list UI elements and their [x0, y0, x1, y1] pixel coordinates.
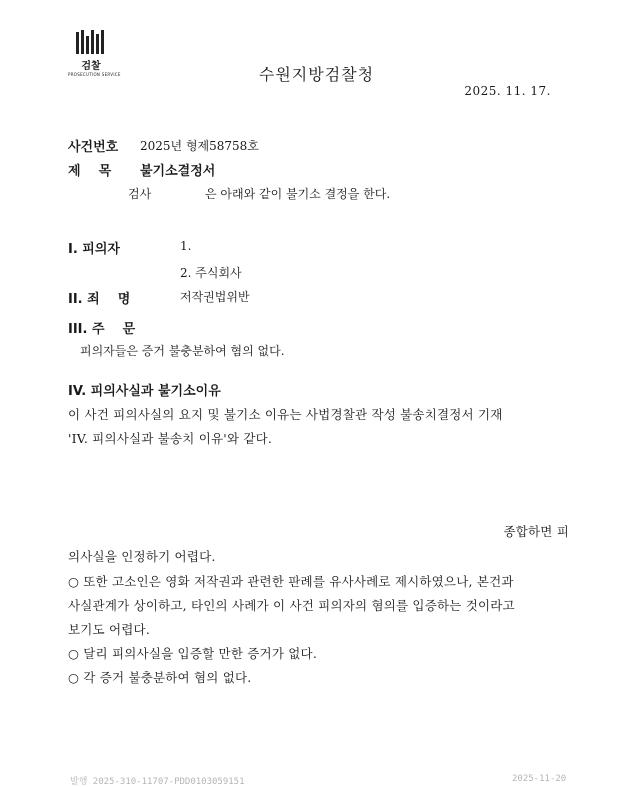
- body-line-5: ○ 달리 피의사실을 입증할 만한 증거가 없다.: [68, 646, 317, 661]
- intro-prefix: 검사: [128, 187, 152, 201]
- section-2-label: II. 죄 명: [68, 292, 131, 307]
- office-title: 수원지방검찰청: [258, 65, 375, 84]
- logo-subtitle: PROSECUTION SERVICE: [68, 72, 121, 77]
- footer-issue-number: 발행 2025-310-11707-PDD0103059151: [70, 777, 245, 787]
- reason-line-2: 'IV. 피의사실과 불송치 이유'와 같다.: [68, 431, 273, 446]
- document-date: 2025. 11. 17.: [464, 84, 551, 98]
- section-1-label: I. 피의자: [68, 242, 120, 257]
- suspect-item-2: 2. 주식회사: [180, 266, 242, 280]
- footer-date: 2025-11-20: [512, 774, 567, 784]
- title-value: 불기소결정서: [140, 164, 216, 179]
- charge-value: 저작권법위반: [180, 290, 250, 304]
- title-label: 제 목: [68, 164, 112, 179]
- intro-text: 은 아래와 같이 불기소 결정을 한다.: [205, 187, 391, 201]
- disposition-text: 피의자들은 증거 불충분하여 혐의 없다.: [80, 344, 285, 358]
- section-3-label: III. 주 문: [68, 322, 136, 337]
- logo-emblem-icon: [76, 30, 106, 54]
- body-line-6: ○ 각 증거 불충분하여 혐의 없다.: [68, 670, 252, 685]
- body-line-1: 의사실을 인정하기 어렵다.: [68, 549, 216, 564]
- body-line-4: 보기도 어렵다.: [68, 622, 150, 637]
- body-line-2: ○ 또한 고소인은 영화 저작권과 관련한 판례를 유사사례로 제시하였으나, 본건과: [68, 574, 514, 589]
- section-4-label: IV. 피의사실과 불기소이유: [68, 384, 221, 399]
- suspect-item-1: 1.: [180, 239, 192, 253]
- reason-line-1: 이 사건 피의사실의 요지 및 불기소 이유는 사법경찰관 작성 불송치결정서 기재: [68, 407, 503, 422]
- logo-name: 검찰: [81, 61, 101, 72]
- body-line-right: 종합하면 피: [503, 524, 569, 539]
- case-number-label: 사건번호: [68, 140, 119, 155]
- case-number-value: 2025년 형제58758호: [140, 139, 259, 153]
- body-line-3: 사실관계가 상이하고, 타인의 사례가 이 사건 피의자의 혐의를 입증하는 것이라고: [68, 598, 515, 613]
